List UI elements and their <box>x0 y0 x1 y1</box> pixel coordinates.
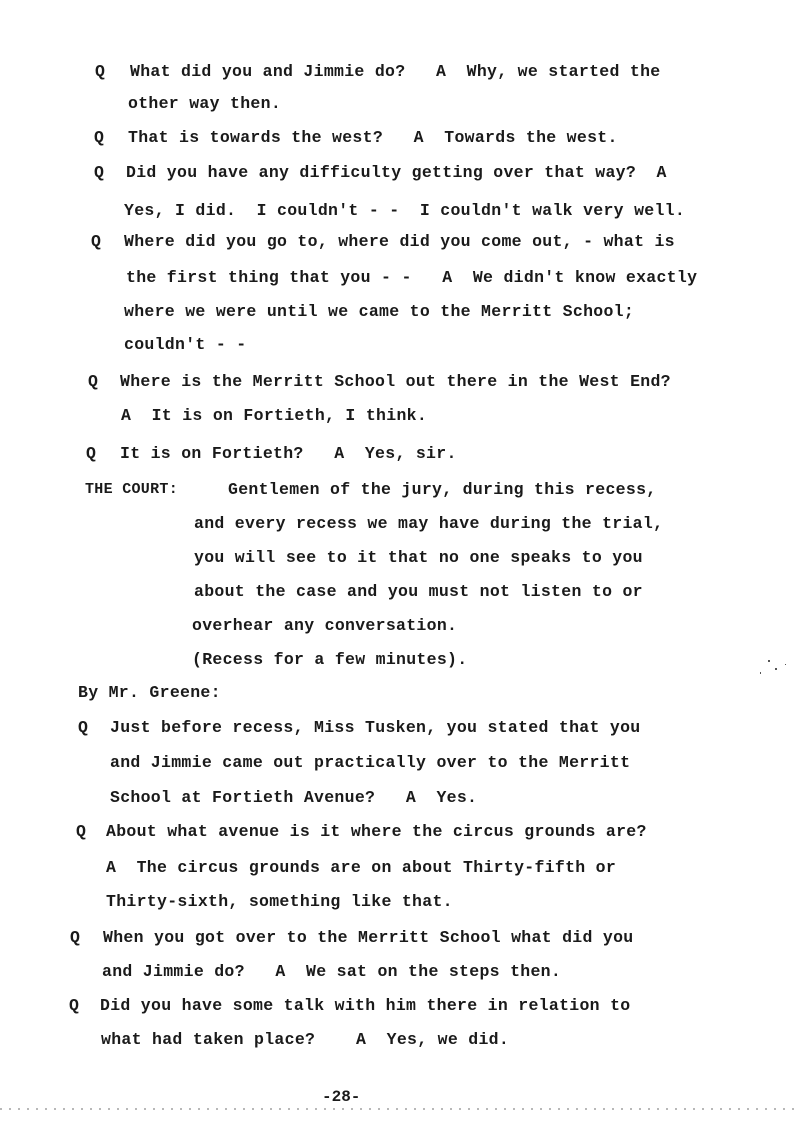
q-marker: Q <box>95 62 106 81</box>
speaker-label: THE COURT: <box>85 481 179 498</box>
transcript-line: where we were until we came to the Merritt School; <box>124 302 635 321</box>
q-marker: Q <box>86 444 97 463</box>
transcript-line: the first thing that you - - A We didn't know exactly <box>126 268 698 287</box>
transcript-line: other way then. <box>128 94 282 113</box>
q-marker: Q <box>69 996 80 1015</box>
q-marker: Q <box>94 163 105 182</box>
transcript-line: and Jimmie came out practically over to the Merritt <box>110 753 631 772</box>
examiner-heading: By Mr. Greene: <box>78 683 221 702</box>
transcript-line: When you got over to the Merritt School what did you <box>103 928 634 947</box>
transcript-line: School at Fortieth Avenue? A Yes. <box>110 788 478 807</box>
transcript-line: Gentlemen of the jury, during this recess, <box>228 480 657 499</box>
transcript-line: Thirty-sixth, something like that. <box>106 892 453 911</box>
transcript-line: Just before recess, Miss Tusken, you stated that you <box>110 718 641 737</box>
scan-speck <box>785 664 786 665</box>
q-marker: Q <box>91 232 102 251</box>
transcript-line: and every recess we may have during the trial, <box>194 514 664 533</box>
transcript-line: what had taken place? A Yes, we did. <box>101 1030 510 1049</box>
page-number: -28- <box>322 1088 361 1106</box>
q-marker: Q <box>88 372 99 391</box>
q-marker: Q <box>70 928 81 947</box>
transcript-line: It is on Fortieth? A Yes, sir. <box>120 444 457 463</box>
transcript-line: you will see to it that no one speaks to you <box>194 548 643 567</box>
scan-speck <box>775 668 777 670</box>
transcript-line: overhear any conversation. <box>192 616 458 635</box>
scan-speck <box>760 672 761 674</box>
transcript-line: That is towards the west? A Towards the west. <box>128 128 618 147</box>
transcript-line: Where is the Merritt School out there in the West End? <box>120 372 671 391</box>
scan-speck <box>768 660 770 662</box>
transcript-line: Did you have any difficulty getting over that way? A <box>126 163 667 182</box>
scan-edge-artifact <box>0 1108 800 1110</box>
transcript-line: Yes, I did. I couldn't - - I couldn't walk very well. <box>124 201 686 220</box>
transcript-line: couldn't - - <box>124 335 247 354</box>
transcript-line: and Jimmie do? A We sat on the steps then. <box>102 962 562 981</box>
transcript-line: Where did you go to, where did you come out, - what is <box>124 232 675 251</box>
q-marker: Q <box>78 718 89 737</box>
transcript-line: A It is on Fortieth, I think. <box>121 406 428 425</box>
transcript-line: A The circus grounds are on about Thirty-fifth or <box>106 858 617 877</box>
transcript-line: Did you have some talk with him there in relation to <box>100 996 631 1015</box>
q-marker: Q <box>94 128 105 147</box>
q-marker: Q <box>76 822 87 841</box>
transcript-line: About what avenue is it where the circus grounds are? <box>106 822 647 841</box>
transcript-line: (Recess for a few minutes). <box>192 650 468 669</box>
transcript-line: What did you and Jimmie do? A Why, we started the <box>130 62 661 81</box>
transcript-line: about the case and you must not listen to or <box>194 582 643 601</box>
